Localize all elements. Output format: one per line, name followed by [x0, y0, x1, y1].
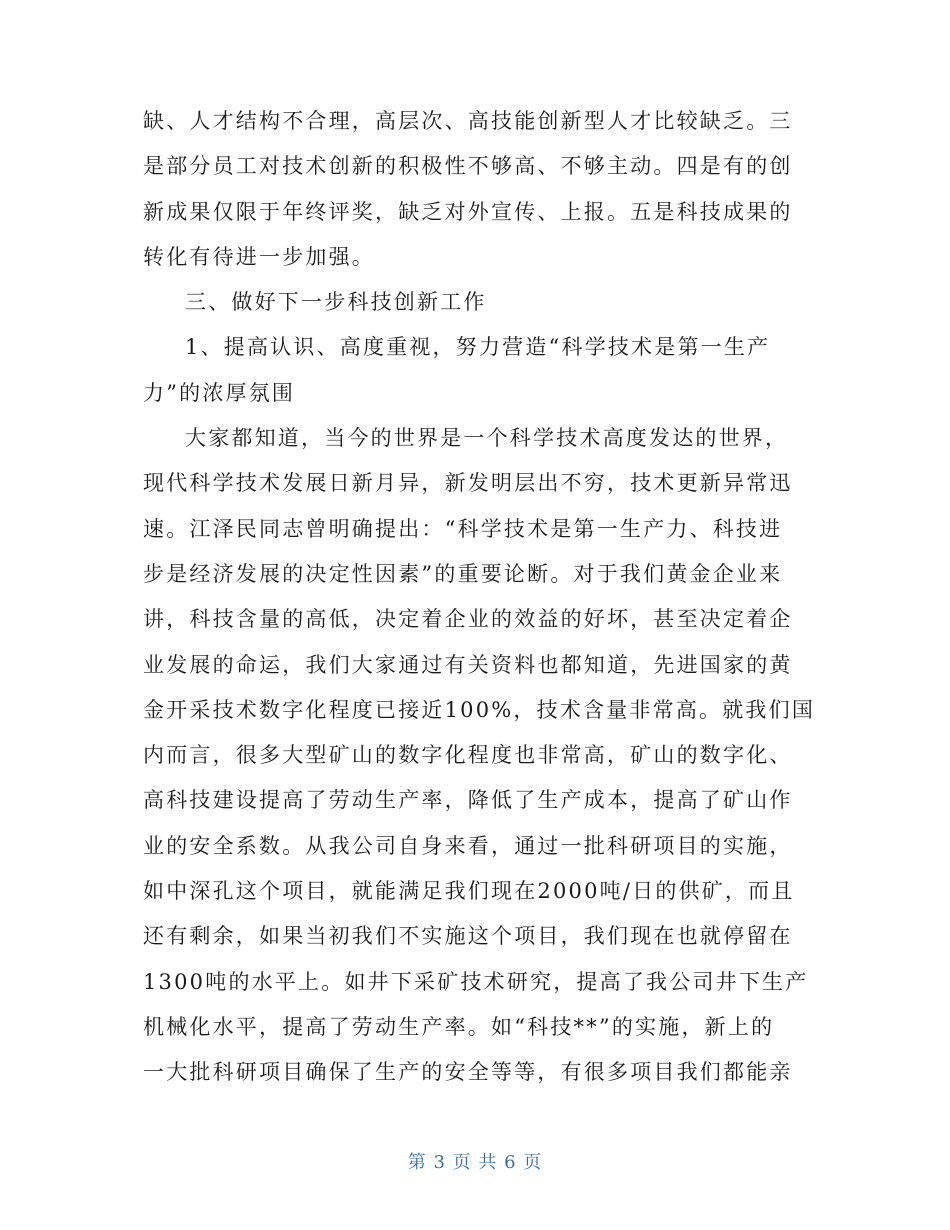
subsection-heading: 1、提高认识、高度重视，努力营造“科学技术是第一生产 [185, 335, 771, 360]
text-line: 机械化水平，提高了劳动生产率。如“科技**”的实施，新上的 [143, 1014, 775, 1039]
text-line: 一大批科研项目确保了生产的安全等等，有很多项目我们都能亲 [143, 1060, 793, 1085]
text-line: 现代科学技术发展日新月异，新发明层出不穷，技术更新异常迅 [143, 471, 793, 496]
text-line: 如中深孔这个项目，就能满足我们现在2000吨/日的供矿，而且 [143, 879, 795, 904]
text-line: 业发展的命运，我们大家通过有关资料也都知道，先进国家的黄 [143, 652, 793, 677]
document-body [143, 99, 823, 1096]
text-line: 转化有待进一步加强。 [143, 244, 375, 269]
text-line: 业的安全系数。从我公司自身来看，通过一批科研项目的实施， [143, 833, 793, 858]
text-line: 金开采技术数字化程度已接近100%，技术含量非常高。就我们国 [143, 697, 816, 722]
page-number: 第 3 页 共 6 页 [407, 1152, 543, 1173]
text-line: 速。江泽民同志曾明确提出：“科学技术是第一生产力、科技进 [143, 516, 783, 541]
text-line: 是部分员工对技术创新的积极性不够高、不够主动。四是有的创 [143, 154, 793, 179]
paragraph-start: 大家都知道，当今的世界是一个科学技术高度发达的世界， [185, 426, 789, 451]
text-line: 缺、人才结构不合理，高层次、高技能创新型人才比较缺乏。三 [143, 109, 793, 133]
text-line: 讲，科技含量的高低，决定着企业的效益的好坏，甚至决定着企 [143, 607, 793, 632]
text-line: 新成果仅限于年终评奖，缺乏对外宣传、上报。五是科技成果的 [143, 199, 793, 224]
section-heading: 三、做好下一步科技创新工作 [185, 290, 487, 315]
subsection-heading-cont: 力”的浓厚氛围 [143, 380, 296, 405]
page-footer [0, 1148, 950, 1174]
text-line: 步是经济发展的决定性因素”的重要论断。对于我们黄金企业来 [143, 561, 783, 586]
text-line: 还有剩余，如果当初我们不实施这个项目，我们现在也就停留在 [143, 924, 793, 949]
text-line: 内而言，很多大型矿山的数字化程度也非常高，矿山的数字化、 [143, 743, 793, 768]
text-line: 高科技建设提高了劳动生产率，降低了生产成本，提高了矿山作 [143, 788, 793, 813]
text-line: 1300吨的水平上。如井下采矿技术研究，提高了我公司井下生产 [143, 969, 809, 994]
